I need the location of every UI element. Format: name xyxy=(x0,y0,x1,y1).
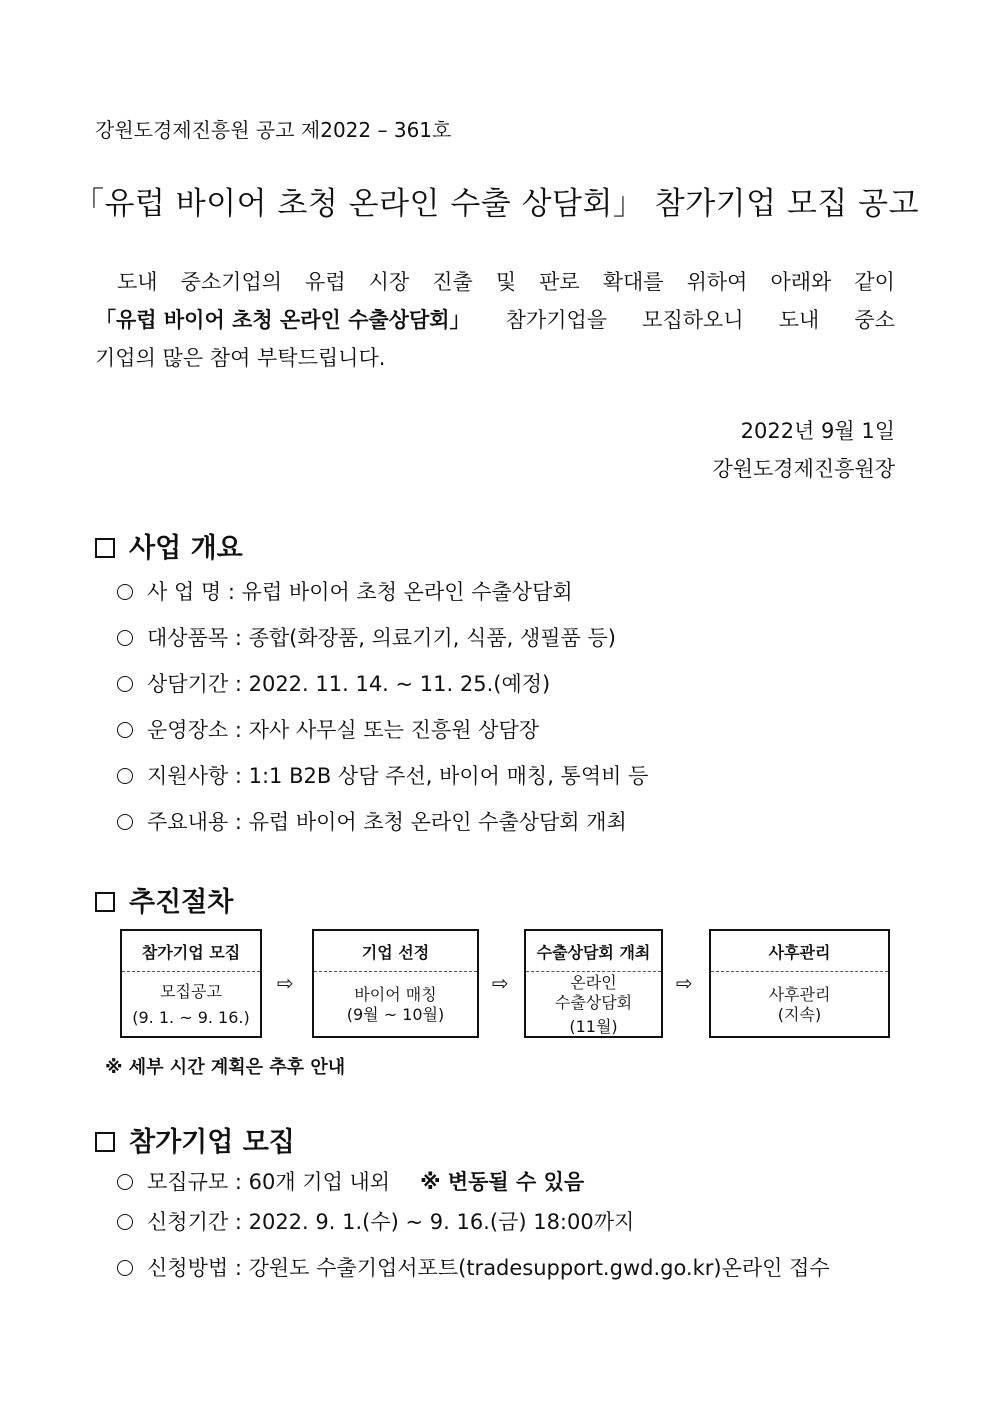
arrow-right-icon: ⇨ xyxy=(492,971,509,995)
item-label: 신청방법 xyxy=(147,1256,229,1280)
overview-item: 주요내용 : 유럽 바이어 초청 온라인 수출상담회 개최 xyxy=(117,806,627,836)
item-value: 60개 기업 내외 xyxy=(248,1170,391,1194)
step-line: 바이어 매칭 xyxy=(354,984,437,1004)
section-heading-overview xyxy=(95,526,243,565)
item-label: 주요내용 xyxy=(147,810,229,834)
intro-word: 유럽 xyxy=(305,270,346,294)
step-body xyxy=(526,973,661,1036)
process-step xyxy=(524,929,663,1038)
item-value: 유럽 바이어 초청 온라인 수출상담회 개최 xyxy=(248,810,627,834)
square-bullet-icon xyxy=(95,892,115,912)
intro-word: 및 xyxy=(495,270,517,294)
intro-word: 진출 xyxy=(432,270,473,294)
item-value: 강원도 수출기업서포트(tradesupport.gwd.go.kr)온라인 접수 xyxy=(248,1256,830,1280)
step-line: 온라인 xyxy=(570,972,617,992)
item-label: 사 업 명 xyxy=(147,580,222,604)
intro-word: 도내 xyxy=(117,270,158,294)
step-title: 수출상담회 개최 xyxy=(526,931,661,972)
process-step xyxy=(312,929,479,1038)
step-line: 사후관리 xyxy=(768,984,831,1004)
overview-item: 사 업 명 : 유럽 바이어 초청 온라인 수출상담회 xyxy=(117,576,573,606)
circle-bullet-icon xyxy=(117,584,133,600)
item-value: 2022. 9. 1.(수) ~ 9. 16.(금) 18:00까지 xyxy=(248,1210,635,1234)
item-label: 운영장소 xyxy=(147,718,229,742)
intro-line-2 xyxy=(95,304,895,334)
section-heading-process xyxy=(95,880,233,919)
issuer-name: 강원도경제진흥원장 xyxy=(712,457,895,481)
intro-line-3: 기업의 많은 참여 부탁드립니다. xyxy=(95,346,386,370)
step-title: 참가기업 모집 xyxy=(122,931,260,972)
change-notice: ※ 변동될 수 있음 xyxy=(420,1170,585,1194)
circle-bullet-icon xyxy=(117,1214,133,1230)
section-heading-text: 사업 개요 xyxy=(129,533,243,564)
intro-word: 같이 xyxy=(854,270,895,294)
section-heading-text: 참가기업 모집 xyxy=(129,1127,295,1158)
item-label: 모집규모 xyxy=(147,1170,229,1194)
intro-word: 확대를 xyxy=(602,270,664,294)
circle-bullet-icon xyxy=(117,630,133,646)
circle-bullet-icon xyxy=(117,1174,133,1190)
circle-bullet-icon xyxy=(117,768,133,784)
intro-word: 모집하오니 xyxy=(642,308,744,332)
intro-word: 시장 xyxy=(368,270,410,294)
intro-word: 참가기업을 xyxy=(505,308,608,332)
item-value: 종합(화장품, 의료기기, 식품, 생필품 등) xyxy=(248,626,616,650)
step-title: 기업 선정 xyxy=(314,931,477,972)
step-line: 수출상담회 xyxy=(554,992,633,1012)
intro-word: 판로 xyxy=(539,270,580,294)
process-step xyxy=(709,929,890,1038)
section-heading-recruit xyxy=(95,1120,295,1159)
recruit-item: 신청방법 : 강원도 수출기업서포트(tradesupport.gwd.go.kr)온라인 접수 xyxy=(117,1252,830,1282)
item-value: 2022. 11. 14. ~ 11. 25.(예정) xyxy=(248,672,551,696)
overview-item: 상담기간 : 2022. 11. 14. ~ 11. 25.(예정) xyxy=(117,668,550,698)
intro-line-1 xyxy=(95,266,895,296)
recruit-item: 모집규모 : 60개 기업 내외 ※ 변동될 수 있음 xyxy=(117,1166,584,1196)
item-label: 지원사항 xyxy=(147,764,229,788)
item-label: 신청기간 xyxy=(147,1210,229,1234)
intro-word: 아래와 xyxy=(770,270,832,294)
notice-date: 2022년 9월 1일 xyxy=(740,419,895,443)
item-value: 유럽 바이어 초청 온라인 수출상담회 xyxy=(241,580,573,604)
arrow-right-icon: ⇨ xyxy=(277,971,294,995)
overview-item: 지원사항 : 1:1 B2B 상담 주선, 바이어 매칭, 통역비 등 xyxy=(117,760,648,790)
recruit-item: 신청기간 : 2022. 9. 1.(수) ~ 9. 16.(금) 18:00까지 xyxy=(117,1206,634,1236)
square-bullet-icon xyxy=(95,1132,115,1152)
item-label: 상담기간 xyxy=(147,672,229,696)
arrow-right-icon: ⇨ xyxy=(676,971,693,995)
intro-word: 위하여 xyxy=(686,270,748,294)
step-line: (11월) xyxy=(569,1016,618,1036)
circle-bullet-icon xyxy=(117,1260,133,1276)
notice-number: 강원도경제진흥원 공고 제2022 – 361호 xyxy=(95,118,452,142)
step-body xyxy=(711,973,888,1036)
item-value: 자사 사무실 또는 진흥원 상담장 xyxy=(248,718,540,742)
step-line: (지속) xyxy=(777,1004,822,1024)
intro-word: 도내 xyxy=(778,308,820,332)
square-bullet-icon xyxy=(95,538,115,558)
event-name-emphasis: 「유럽 바이어 초청 온라인 수출상담회」 xyxy=(95,308,471,332)
item-label: 대상품목 xyxy=(147,626,229,650)
circle-bullet-icon xyxy=(117,722,133,738)
step-line: (9월 ~ 10월) xyxy=(346,1004,445,1024)
intro-word: 중소 xyxy=(854,308,895,332)
overview-item: 운영장소 : 자사 사무실 또는 진흥원 상담장 xyxy=(117,714,539,744)
item-value: 1:1 B2B 상담 주선, 바이어 매칭, 통역비 등 xyxy=(248,764,649,788)
circle-bullet-icon xyxy=(117,676,133,692)
document-title: 「유럽 바이어 초청 온라인 수출 상담회」 참가기업 모집 공고 xyxy=(72,186,920,222)
step-body xyxy=(314,973,477,1036)
step-line: 모집공고 xyxy=(160,981,222,1001)
circle-bullet-icon xyxy=(117,814,133,830)
overview-item: 대상품목 : 종합(화장품, 의료기기, 식품, 생필품 등) xyxy=(117,622,616,652)
step-title: 사후관리 xyxy=(711,931,888,972)
section-heading-text: 추진절차 xyxy=(129,887,234,918)
step-body xyxy=(122,973,260,1036)
intro-word: 중소기업의 xyxy=(180,270,283,294)
step-line: (9. 1. ~ 9. 16.) xyxy=(132,1007,250,1027)
process-step xyxy=(120,929,262,1038)
schedule-note: ※ 세부 시간 계획은 추후 안내 xyxy=(105,1057,346,1078)
